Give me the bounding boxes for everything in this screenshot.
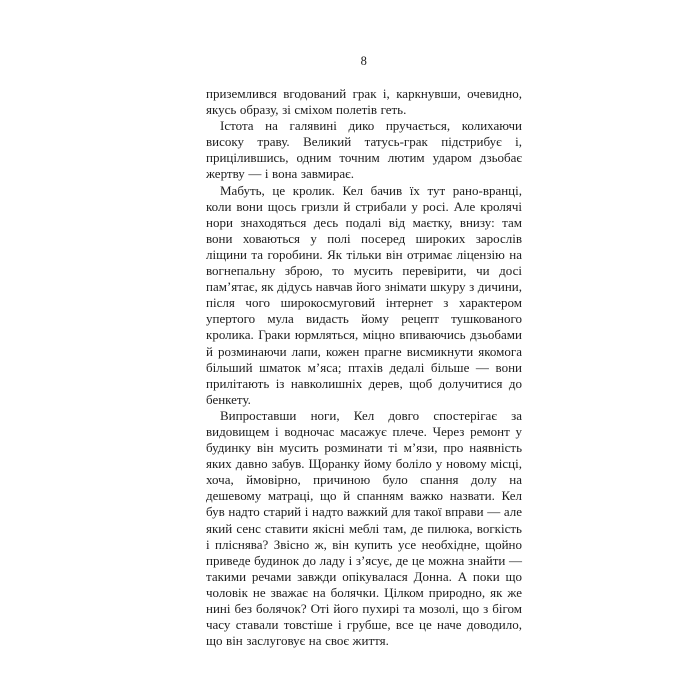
- text-block: [206, 86, 522, 649]
- body-paragraph: Випроставши ноги, Кел довго спостерігає за видовищем і водночас масажує плече. Через ремонт у будинку він мусить розминати ті м’язи, про наявність яких давно забув. Щоранку йому боліло у новому місці, хоча, ймовірно, причиною було спання долу на дешевому матраці, що й спанням важко назвати. Кел був надто старий і надто важкий для такої вправи — але який сенс ставити якісні меблі там, де пилюка, вогкість і пліснява? Звісно ж, він купить усе необхідне, щойно приведе будинок до ладу і з’ясує, де це можна знайти — такими речами завжди опікувалася Донна. А поки що чоловік не зважає на болячки. Цілком природно, як же нині без болячок? Оті його пухирі та мозолі, що з бігом часу ставали товстіше і грубше, все це наче доводило, що він заслуговує на своє життя.: [206, 407, 522, 649]
- body-paragraph: приземлився вгодований грак і, каркнувши, очевидно, якусь образу, зі сміхом полетів геть.: [206, 86, 522, 118]
- body-paragraph: Мабуть, це кролик. Кел бачив їх тут рано-вранці, коли вони щось гризли й стрибали у росі. Але кролячі нори знаходяться десь подалі від маєтку, внизу: там вони ховаються у полі посеред широких зарослів ліщини та горобини. Як тільки він отримає ліцензію на вогнепальну зброю, то мусить перевірити, чи досі пам’ятає, як дідусь навчав його знімати шкуру з дичини, після чого широкосмуговий інтернет з характером упертого мула видасть йому рецепт тушкованого кролика. Граки юрмляться, міцно впиваючись дзьобами й розминаючи лапи, кожен прагне висмикнути якомога більший шматок м’яса; птахів дедалі більше — вони прилітають із навколишніх дерев, щоб долучитися до бенкету.: [206, 182, 522, 407]
- page-number: 8: [360, 54, 368, 68]
- body-paragraph: Істота на галявині дико пручається, колихаючи високу траву. Великий татусь-грак підстрибує і, прицілившись, одним точним лютим ударом дзьобає жертву — і вона завмирає.: [206, 118, 522, 182]
